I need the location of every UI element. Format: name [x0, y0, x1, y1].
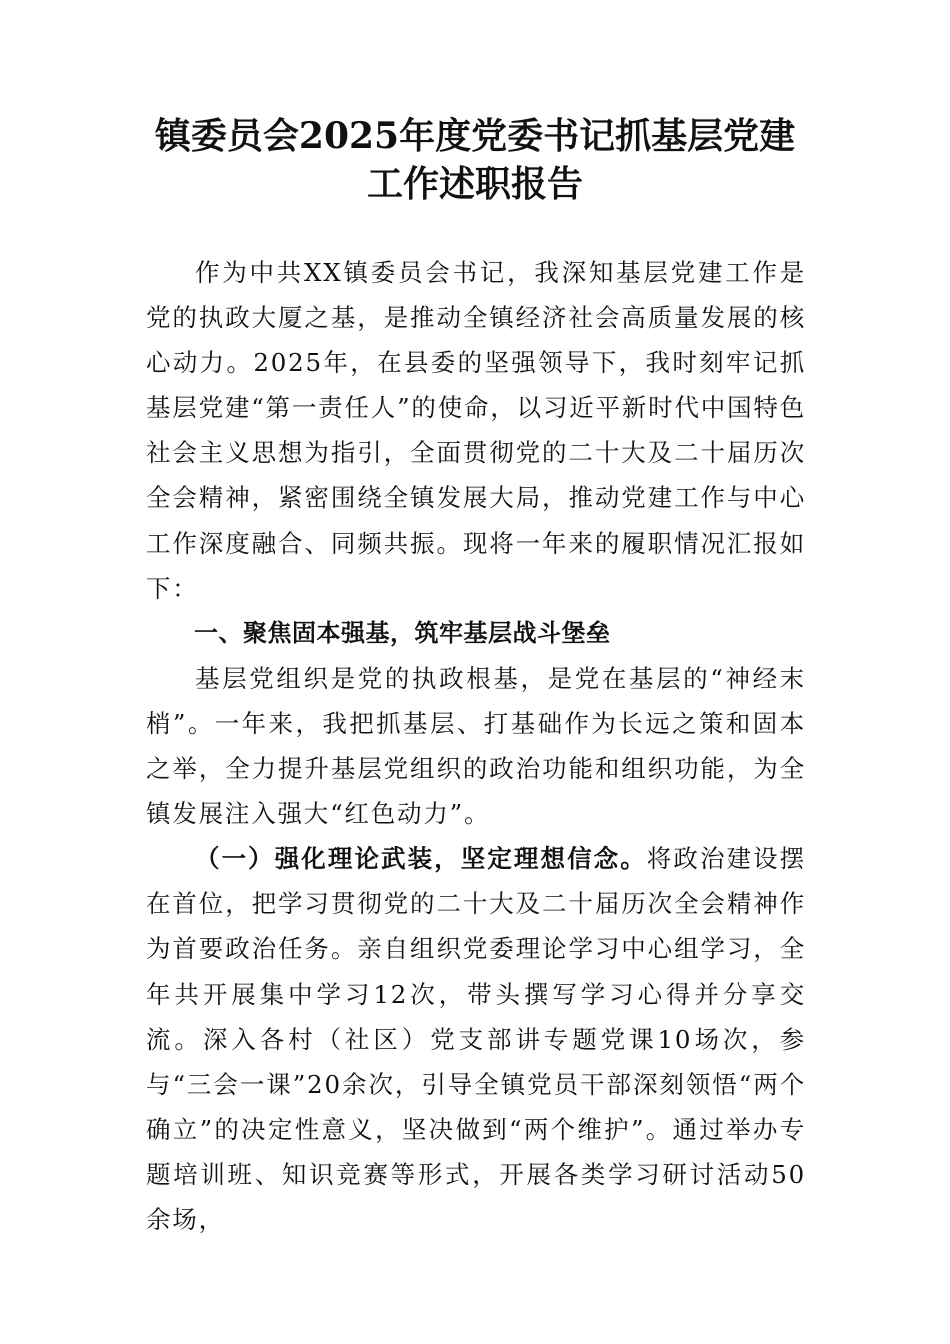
section-paragraph: 基层党组织是党的执政根基，是党在基层的“神经末梢”。一年来，我把抓基层、打基础作为长远之策和固本之举，全力提升基层党组织的政治功能和组织功能，为全镇发展注入强大“红色动力”。: [146, 663, 806, 829]
subsection-body: 将政治建设摆在首位，把学习贯彻党的二十大及二十届历次全会精神作为首要政治任务。亲自组织党委理论学习中心组学习，全年共开展集中学习12次，带头撰写学习心得并分享交流。深入各村（社区）党支部讲专题党课10场次，参与“三会一课”20余次，引导全镇党员干部深刻领悟“两个确立”的决定性意义，坚决做到“两个维护”。通过举办专题培训班、知识竞赛等形式，开展各类学习研讨活动50余场，: [146, 844, 806, 1234]
intro-paragraph: 作为中共XX镇委员会书记，我深知基层党建工作是党的执政大厦之基，是推动全镇经济社会高质量发展的核心动力。2025年，在县委的坚强领导下，我时刻牢记抓基层党建“第一责任人”的使命，以习近平新时代中国特色社会主义思想为指引，全面贯彻党的二十大及二十届历次全会精神，紧密围绕全镇发展大局，推动党建工作与中心工作深度融合、同频共振。现将一年来的履职情况汇报如下：: [146, 258, 806, 603]
subsection-paragraph: [146, 836, 806, 1242]
document-body: [146, 250, 806, 1242]
document-title: 镇委员会2025年度党委书记抓基层党建工作述职报告: [154, 115, 796, 205]
section-heading: 一、聚焦固本强基，筑牢基层战斗堡垒: [194, 618, 611, 647]
subsection-lead: （一）强化理论武装，坚定理想信念。: [195, 844, 647, 874]
